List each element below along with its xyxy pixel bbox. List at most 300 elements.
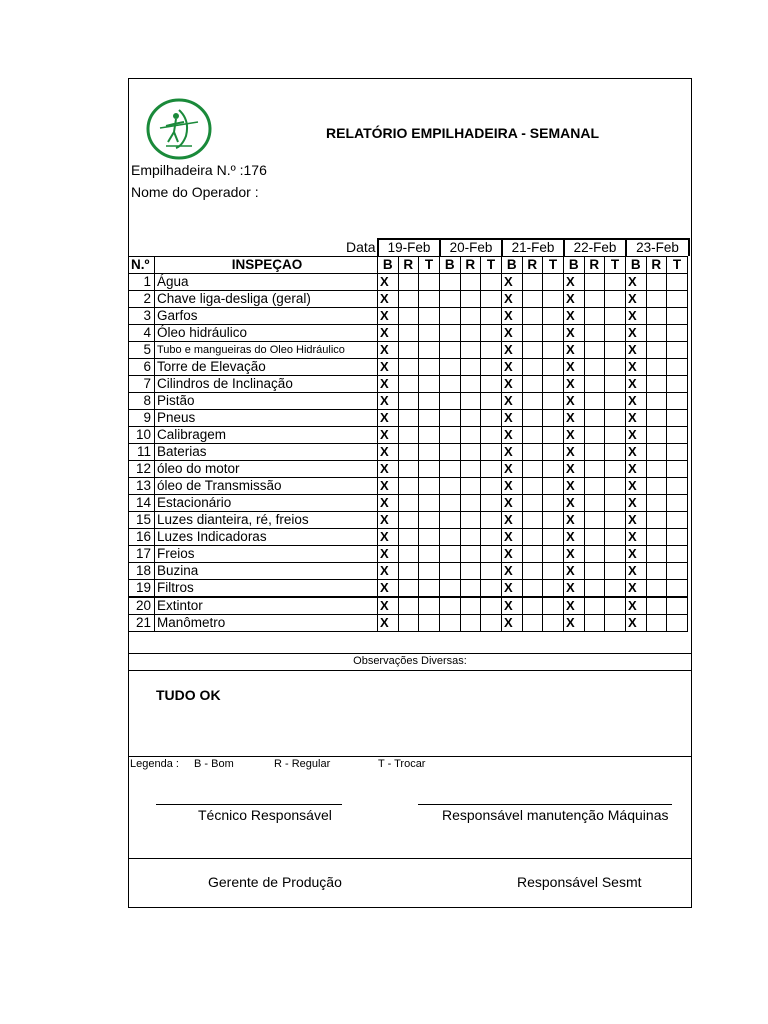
status-cell [605, 529, 626, 546]
check-mark: X [626, 580, 647, 598]
status-cell [646, 529, 667, 546]
check-mark: X [626, 359, 647, 376]
status-cell [605, 495, 626, 512]
status-cell [481, 529, 502, 546]
inspection-item: Calibragem [155, 427, 378, 444]
inspection-item: Chave liga-desliga (geral) [155, 291, 378, 308]
status-cell [667, 597, 688, 615]
status-cell [460, 615, 481, 632]
status-cell [667, 376, 688, 393]
status-cell [398, 461, 419, 478]
status-cell [667, 615, 688, 632]
check-mark: X [378, 274, 399, 291]
table-row [129, 580, 688, 598]
status-cell [419, 427, 440, 444]
status-cell [460, 376, 481, 393]
status-cell [522, 495, 543, 512]
column-header-status: R [460, 257, 481, 274]
status-cell [584, 529, 605, 546]
status-cell [667, 512, 688, 529]
status-cell [584, 291, 605, 308]
status-cell [419, 478, 440, 495]
status-cell [667, 478, 688, 495]
check-mark: X [626, 274, 647, 291]
status-cell [481, 274, 502, 291]
status-cell [440, 291, 461, 308]
date-header [377, 238, 690, 256]
status-cell [481, 342, 502, 359]
check-mark: X [626, 563, 647, 580]
inspection-item: Pneus [155, 410, 378, 427]
row-number: 9 [129, 410, 155, 427]
check-mark: X [626, 325, 647, 342]
status-cell [584, 342, 605, 359]
status-cell [419, 410, 440, 427]
status-cell [667, 342, 688, 359]
status-cell [460, 427, 481, 444]
status-cell [440, 495, 461, 512]
status-cell [584, 410, 605, 427]
status-cell [481, 461, 502, 478]
date-cell: 23-Feb [636, 240, 679, 255]
status-cell [584, 615, 605, 632]
status-cell [646, 274, 667, 291]
check-mark: X [626, 393, 647, 410]
date-cell: 22-Feb [565, 240, 627, 256]
status-cell [667, 563, 688, 580]
status-cell [605, 376, 626, 393]
check-mark: X [626, 410, 647, 427]
status-cell [460, 495, 481, 512]
legend-label: Legenda : [130, 758, 179, 770]
status-cell [398, 615, 419, 632]
check-mark: X [626, 342, 647, 359]
status-cell [440, 597, 461, 615]
inspection-table [128, 256, 688, 632]
check-mark: X [502, 393, 523, 410]
status-cell [440, 580, 461, 598]
status-cell [667, 359, 688, 376]
status-cell [440, 376, 461, 393]
check-mark: X [564, 359, 585, 376]
status-cell [543, 615, 564, 632]
status-cell [398, 444, 419, 461]
status-cell [584, 359, 605, 376]
status-cell [543, 546, 564, 563]
status-cell [584, 444, 605, 461]
status-cell [584, 308, 605, 325]
status-cell [605, 393, 626, 410]
status-cell [419, 597, 440, 615]
status-cell [584, 274, 605, 291]
status-cell [522, 274, 543, 291]
table-row [129, 308, 688, 325]
check-mark: X [502, 580, 523, 598]
inspection-item: Filtros [155, 580, 378, 598]
check-mark: X [502, 563, 523, 580]
status-cell [667, 393, 688, 410]
check-mark: X [564, 495, 585, 512]
status-cell [481, 325, 502, 342]
column-header-status: R [398, 257, 419, 274]
status-cell [667, 461, 688, 478]
inspection-item: Óleo hidráulico [155, 325, 378, 342]
table-row [129, 546, 688, 563]
row-number: 2 [129, 291, 155, 308]
check-mark: X [564, 512, 585, 529]
status-cell [605, 342, 626, 359]
status-cell [543, 291, 564, 308]
check-mark: X [564, 563, 585, 580]
status-cell [584, 563, 605, 580]
check-mark: X [378, 529, 399, 546]
check-mark: X [564, 308, 585, 325]
check-mark: X [502, 529, 523, 546]
status-cell [398, 410, 419, 427]
table-row [129, 512, 688, 529]
date-label: Data [346, 239, 376, 255]
status-cell [440, 444, 461, 461]
status-cell [398, 563, 419, 580]
check-mark: X [502, 359, 523, 376]
status-cell [584, 512, 605, 529]
check-mark: X [502, 325, 523, 342]
status-cell [460, 325, 481, 342]
status-cell [605, 274, 626, 291]
status-cell [522, 580, 543, 598]
status-cell [667, 529, 688, 546]
column-header-inspection: INSPEÇAO [155, 257, 378, 274]
status-cell [460, 291, 481, 308]
row-number: 20 [129, 597, 155, 615]
check-mark: X [378, 615, 399, 632]
status-cell [605, 512, 626, 529]
status-cell [584, 546, 605, 563]
check-mark: X [378, 393, 399, 410]
status-cell [440, 308, 461, 325]
column-header-status: R [522, 257, 543, 274]
status-cell [522, 615, 543, 632]
status-cell [460, 410, 481, 427]
signature-tech: Técnico Responsável [198, 807, 332, 823]
status-cell [584, 597, 605, 615]
table-row [129, 478, 688, 495]
status-cell [481, 615, 502, 632]
status-cell [605, 444, 626, 461]
row-number: 17 [129, 546, 155, 563]
inspection-item: Manômetro [155, 615, 378, 632]
check-mark: X [378, 342, 399, 359]
divider [128, 756, 692, 757]
status-cell [440, 478, 461, 495]
check-mark: X [564, 410, 585, 427]
signature-maintenance: Responsável manutenção Máquinas [442, 807, 669, 823]
check-mark: X [378, 359, 399, 376]
status-cell [543, 512, 564, 529]
check-mark: X [502, 615, 523, 632]
status-cell [460, 393, 481, 410]
status-cell [481, 410, 502, 427]
status-cell [522, 512, 543, 529]
check-mark: X [378, 580, 399, 598]
status-cell [667, 580, 688, 598]
status-cell [440, 546, 461, 563]
inspection-item: Buzina [155, 563, 378, 580]
check-mark: X [378, 444, 399, 461]
status-cell [605, 291, 626, 308]
status-cell [522, 563, 543, 580]
status-cell [440, 427, 461, 444]
status-cell [584, 376, 605, 393]
column-header-number: N.º [129, 257, 155, 274]
status-cell [522, 308, 543, 325]
status-cell [481, 597, 502, 615]
status-cell [419, 274, 440, 291]
row-number: 6 [129, 359, 155, 376]
check-mark: X [564, 376, 585, 393]
check-mark: X [502, 274, 523, 291]
legend-regular: R - Regular [274, 758, 331, 770]
status-cell [440, 615, 461, 632]
status-cell [398, 274, 419, 291]
status-cell [460, 274, 481, 291]
status-cell [584, 461, 605, 478]
status-cell [398, 597, 419, 615]
status-cell [440, 410, 461, 427]
column-header-status: B [626, 257, 647, 274]
status-cell [543, 325, 564, 342]
check-mark: X [502, 308, 523, 325]
check-mark: X [626, 478, 647, 495]
column-header-status: T [667, 257, 688, 274]
status-cell [460, 563, 481, 580]
date-cell: 20-Feb [441, 240, 503, 256]
status-cell [584, 580, 605, 598]
status-cell [646, 444, 667, 461]
check-mark: X [564, 342, 585, 359]
status-cell [398, 427, 419, 444]
status-cell [543, 529, 564, 546]
row-number: 3 [129, 308, 155, 325]
status-cell [667, 546, 688, 563]
status-cell [543, 580, 564, 598]
status-cell [460, 478, 481, 495]
status-cell [605, 597, 626, 615]
row-number: 8 [129, 393, 155, 410]
check-mark: X [564, 597, 585, 615]
check-mark: X [502, 291, 523, 308]
status-cell [419, 393, 440, 410]
status-cell [398, 529, 419, 546]
status-cell [440, 342, 461, 359]
status-cell [646, 495, 667, 512]
status-cell [481, 359, 502, 376]
table-row [129, 393, 688, 410]
status-cell [667, 325, 688, 342]
status-cell [460, 461, 481, 478]
status-cell [440, 529, 461, 546]
table-row [129, 376, 688, 393]
status-cell [398, 376, 419, 393]
status-cell [440, 393, 461, 410]
status-cell [646, 342, 667, 359]
check-mark: X [502, 376, 523, 393]
status-cell [419, 529, 440, 546]
status-cell [646, 393, 667, 410]
operator-name-field: Nome do Operador : [131, 184, 259, 200]
check-mark: X [626, 308, 647, 325]
status-cell [481, 495, 502, 512]
status-cell [522, 376, 543, 393]
check-mark: X [626, 376, 647, 393]
status-cell [398, 342, 419, 359]
status-cell [419, 325, 440, 342]
status-cell [605, 308, 626, 325]
signature-sesmt: Responsável Sesmt [517, 874, 642, 890]
status-cell [419, 444, 440, 461]
status-cell [543, 563, 564, 580]
check-mark: X [626, 291, 647, 308]
status-cell [398, 495, 419, 512]
row-number: 7 [129, 376, 155, 393]
row-number: 18 [129, 563, 155, 580]
status-cell [584, 325, 605, 342]
status-cell [584, 427, 605, 444]
column-header-status: R [584, 257, 605, 274]
inspection-item: Cilindros de Inclinação [155, 376, 378, 393]
row-number: 5 [129, 342, 155, 359]
status-cell [646, 359, 667, 376]
forklift-number: Empilhadeira N.º :176 [131, 162, 267, 178]
check-mark: X [502, 546, 523, 563]
column-header-status: B [440, 257, 461, 274]
status-cell [543, 274, 564, 291]
table-row [129, 427, 688, 444]
status-cell [522, 325, 543, 342]
status-cell [419, 580, 440, 598]
status-cell [522, 529, 543, 546]
status-cell [584, 393, 605, 410]
status-cell [522, 393, 543, 410]
status-cell [522, 546, 543, 563]
status-cell [419, 359, 440, 376]
table-row [129, 410, 688, 427]
check-mark: X [502, 478, 523, 495]
status-cell [481, 393, 502, 410]
check-mark: X [564, 546, 585, 563]
check-mark: X [626, 444, 647, 461]
row-number: 4 [129, 325, 155, 342]
table-row [129, 325, 688, 342]
status-cell [522, 427, 543, 444]
table-row [129, 274, 688, 291]
check-mark: X [502, 427, 523, 444]
status-cell [481, 291, 502, 308]
status-cell [481, 546, 502, 563]
status-cell [646, 563, 667, 580]
status-cell [667, 427, 688, 444]
row-number: 11 [129, 444, 155, 461]
row-number: 14 [129, 495, 155, 512]
observations-label: Observações Diversas: [353, 655, 467, 667]
status-cell [419, 461, 440, 478]
status-cell [398, 325, 419, 342]
status-cell [419, 615, 440, 632]
inspection-item: Água [155, 274, 378, 291]
status-cell [646, 478, 667, 495]
status-cell [543, 376, 564, 393]
status-cell [481, 563, 502, 580]
check-mark: X [378, 376, 399, 393]
divider [128, 670, 692, 671]
row-number: 21 [129, 615, 155, 632]
report-title: RELATÓRIO EMPILHADEIRA - SEMANAL [326, 125, 599, 141]
column-header-status: B [564, 257, 585, 274]
check-mark: X [564, 274, 585, 291]
check-mark: X [626, 529, 647, 546]
column-header-status: B [378, 257, 399, 274]
divider [128, 653, 692, 654]
check-mark: X [564, 427, 585, 444]
check-mark: X [564, 615, 585, 632]
check-mark: X [626, 495, 647, 512]
status-cell [419, 291, 440, 308]
check-mark: X [502, 597, 523, 615]
status-cell [460, 342, 481, 359]
status-cell [522, 359, 543, 376]
column-header-status: T [543, 257, 564, 274]
inspection-item: Extintor [155, 597, 378, 615]
status-cell [646, 546, 667, 563]
status-cell [605, 325, 626, 342]
status-cell [460, 444, 481, 461]
status-cell [605, 427, 626, 444]
status-cell [543, 461, 564, 478]
status-cell [481, 376, 502, 393]
status-cell [460, 512, 481, 529]
status-cell [543, 478, 564, 495]
row-number: 1 [129, 274, 155, 291]
status-cell [398, 359, 419, 376]
row-number: 10 [129, 427, 155, 444]
inspection-item: Estacionário [155, 495, 378, 512]
status-cell [667, 308, 688, 325]
column-header-status: R [646, 257, 667, 274]
status-cell [419, 376, 440, 393]
status-cell [398, 478, 419, 495]
check-mark: X [564, 291, 585, 308]
status-cell [460, 580, 481, 598]
status-cell [667, 495, 688, 512]
status-cell [419, 495, 440, 512]
status-cell [543, 393, 564, 410]
status-cell [522, 444, 543, 461]
status-cell [440, 325, 461, 342]
table-row [129, 359, 688, 376]
status-cell [605, 563, 626, 580]
status-cell [522, 342, 543, 359]
status-cell [646, 580, 667, 598]
status-cell [543, 495, 564, 512]
check-mark: X [626, 512, 647, 529]
status-cell [440, 274, 461, 291]
signature-production-manager: Gerente de Produção [208, 874, 342, 890]
check-mark: X [626, 427, 647, 444]
table-row [129, 615, 688, 632]
inspection-item: Luzes dianteira, ré, freios [155, 512, 378, 529]
status-cell [522, 410, 543, 427]
status-cell [667, 410, 688, 427]
